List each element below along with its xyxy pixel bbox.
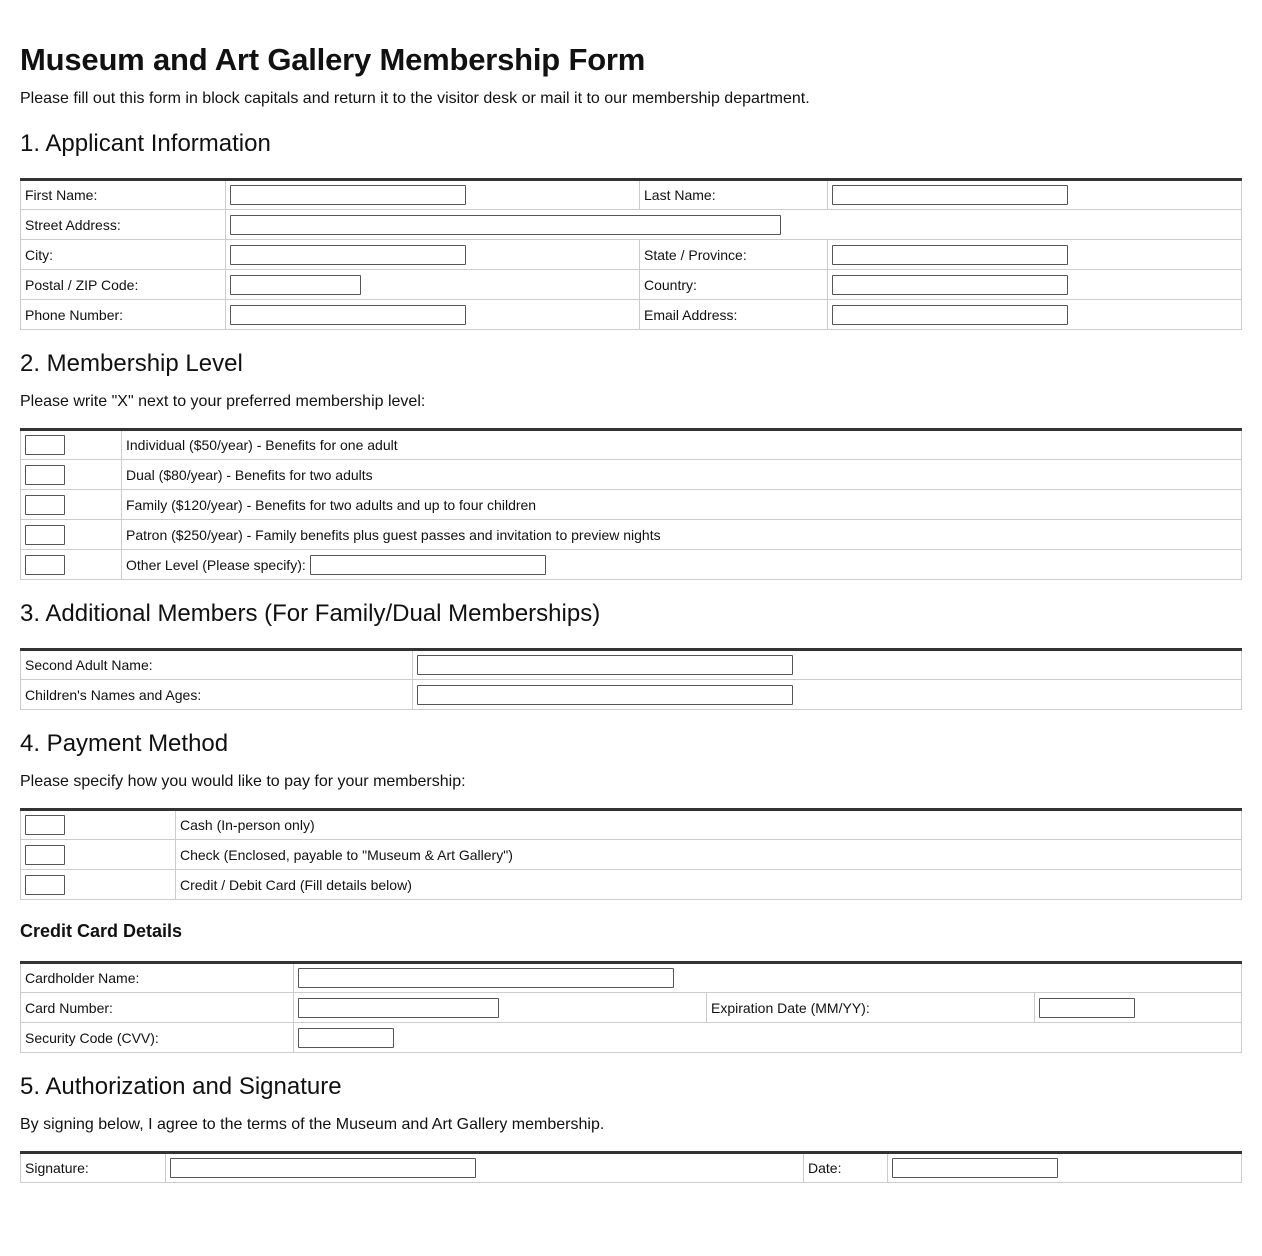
section2-heading: 2. Membership Level [20,350,243,377]
country-label: Country: [640,270,828,300]
state-field[interactable] [832,245,1068,265]
membership-checkbox-patron[interactable] [25,525,65,545]
membership-option-row [21,520,1242,550]
section1-heading: 1. Applicant Information [20,130,271,157]
cvv-label: Security Code (CVV): [21,1023,294,1053]
membership-option-label: Dual ($80/year) - Benefits for two adults [122,460,1242,490]
postal-field[interactable] [230,275,361,295]
expiration-label: Expiration Date (MM/YY): [707,993,1035,1023]
first-name-label: First Name: [21,180,226,210]
expiration-field[interactable] [1039,998,1135,1018]
payment-option-row [21,870,1242,900]
state-label: State / Province: [640,240,828,270]
city-label: City: [21,240,226,270]
membership-option-row [21,490,1242,520]
phone-field[interactable] [230,305,466,325]
section3-heading: 3. Additional Members (For Family/Dual Memberships) [20,600,601,627]
first-name-field[interactable] [230,185,466,205]
payment-method-table [20,808,1242,900]
payment-option-row [21,810,1242,840]
membership-option-label: Patron ($250/year) - Family benefits plus guest passes and invitation to preview nights [122,520,1242,550]
membership-checkbox-other[interactable] [25,555,65,575]
payment-option-row [21,840,1242,870]
country-field[interactable] [832,275,1068,295]
payment-option-label: Check (Enclosed, payable to "Museum & Art Gallery") [176,840,1242,870]
cardholder-label: Cardholder Name: [21,963,294,993]
street-address-label: Street Address: [21,210,226,240]
cardholder-field[interactable] [298,968,674,988]
signature-table [20,1151,1242,1183]
membership-option-row [21,550,1242,580]
payment-option-label: Credit / Debit Card (Fill details below) [176,870,1242,900]
additional-members-table [20,648,1242,710]
membership-option-label: Other Level (Please specify): [126,556,306,573]
intro-text: Please fill out this form in block capitals and return it to the visitor desk or mail it to our membership department. [20,90,810,107]
date-field[interactable] [892,1158,1058,1178]
payment-checkbox-cash[interactable] [25,815,65,835]
applicant-info-table [20,178,1242,330]
section4-note: Please specify how you would like to pay for your membership: [20,773,466,790]
membership-option-row [21,430,1242,460]
second-adult-label: Second Adult Name: [21,650,413,680]
street-address-field[interactable] [230,215,781,235]
payment-checkbox-check[interactable] [25,845,65,865]
section5-note: By signing below, I agree to the terms of the Museum and Art Gallery membership. [20,1116,605,1133]
section5-heading: 5. Authorization and Signature [20,1073,342,1100]
postal-label: Postal / ZIP Code: [21,270,226,300]
signature-field[interactable] [170,1158,476,1178]
last-name-label: Last Name: [640,180,828,210]
membership-checkbox-dual[interactable] [25,465,65,485]
membership-option-row [21,460,1242,490]
date-label: Date: [804,1153,888,1183]
payment-checkbox-card[interactable] [25,875,65,895]
second-adult-field[interactable] [417,655,793,675]
other-level-field[interactable] [310,555,546,575]
signature-label: Signature: [21,1153,166,1183]
payment-option-label: Cash (In-person only) [176,810,1242,840]
last-name-field[interactable] [832,185,1068,205]
cvv-field[interactable] [298,1028,394,1048]
membership-level-table [20,428,1242,580]
children-field[interactable] [417,685,793,705]
card-number-field[interactable] [298,998,499,1018]
credit-card-table [20,961,1242,1053]
membership-checkbox-family[interactable] [25,495,65,515]
credit-card-heading: Credit Card Details [20,921,183,941]
city-field[interactable] [230,245,466,265]
section4-heading: 4. Payment Method [20,730,229,757]
membership-option-label: Family ($120/year) - Benefits for two adults and up to four children [122,490,1242,520]
email-field[interactable] [832,305,1068,325]
section2-note: Please write "X" next to your preferred membership level: [20,393,426,410]
children-label: Children's Names and Ages: [21,680,413,710]
phone-label: Phone Number: [21,300,226,330]
card-number-label: Card Number: [21,993,294,1023]
membership-checkbox-individual[interactable] [25,435,65,455]
membership-option-label: Individual ($50/year) - Benefits for one adult [122,430,1242,460]
page-title: Museum and Art Gallery Membership Form [20,42,646,77]
email-label: Email Address: [640,300,828,330]
